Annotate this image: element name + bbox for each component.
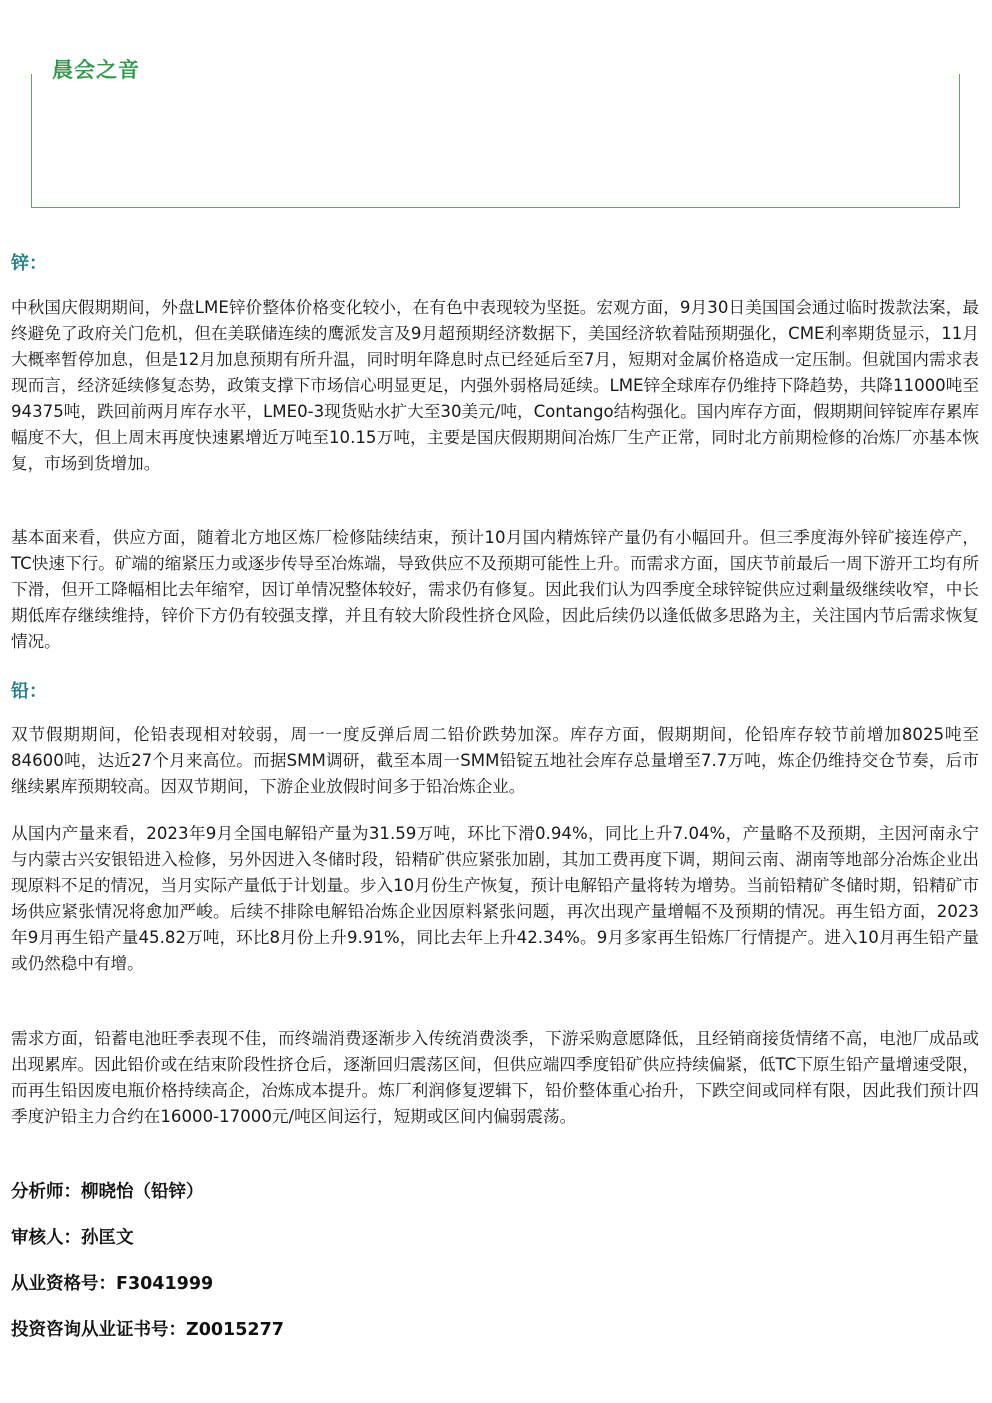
zinc-paragraph-2: 基本面来看，供应方面，随着北方地区炼厂检修陆续结束，预计10月国内精炼锌产量仍有小幅回升。但三季度海外锌矿接连停产，TC快速下行。矿端的缩紧压力或逐步传导至冶炼端，导致供应不及预期可能性上升。而需求方面，国庆节前最后一周下游开工均有所下滑，但开工降幅相比去年缩窄，因订单情况整体较好，需求仍有修复。因此我们认为四季度全球锌锭供应过剩量级继续收窄，中长期低库存继续维持，锌价下方仍有较强支撑，并且有较大阶段性挤仓风险，因此后续仍以逢低做多思路为主，关注国内节后需求恢复情况。 [11,528,979,651]
advisory-line: 投资咨询从业证书号：Z0015277 [11,1320,284,1340]
reviewer-line: 审核人：孙匡文 [11,1228,134,1248]
zinc-heading: 锌： [11,253,47,274]
zinc-paragraph-1: 中秋国庆假期期间，外盘LME锌价整体价格变化较小，在有色中表现较为坚挺。宏观方面，9月30日美国国会通过临时拨款法案，最终避免了政府关门危机，但在美联储连续的鹰派发言及9月超预期经济数据下，美国经济软着陆预期强化，CME利率期货显示，11月大概率暂停加息，但是12月加息预期有所升温，同时明年降息时点已经延后至7月，短期对金属价格造成一定压制。但就国内需求表现而言，经济延续修复态势，政策支撑下市场信心明显更足，内强外弱格局延续。LME锌全球库存仍维持下降趋势，共降11000吨至94375吨，跌回前两月库存水平，LME0-3现货贴水扩大至30美元/吨，Contango结构强化。国内库存方面，假期期间锌锭库存累库幅度不大，但上周末再度快速累增近万吨至10.15万吨，主要是国庆假期期间冶炼厂生产正常，同时北方前期检修的冶炼厂亦基本恢复，市场到货增加。 [11,298,979,473]
qualification-line: 从业资格号：F3041999 [11,1274,214,1294]
header-title: 晨会之音 [52,58,140,82]
lead-heading: 铅： [11,681,47,702]
analyst-line: 分析师：柳晓怡（铅锌） [11,1182,204,1202]
lead-paragraph-2: 从国内产量来看，2023年9月全国电解铅产量为31.59万吨，环比下滑0.94%，同比上升7.04%，产量略不及预期，主因河南永宁与内蒙古兴安银铅进入检修，另外因进入冬储时段，铅精矿供应紧张加剧，其加工费再度下调，期间云南、湖南等地部分冶炼企业出现原料不足的情况，当月实际产量低于计划量。步入10月份生产恢复，预计电解铅产量将转为增势。当前铅精矿冬储时期，铅精矿市场供应紧张情况将愈加严峻。后续不排除电解铅冶炼企业因原料紧张问题，再次出现产量增幅不及预期的情况。再生铅方面，2023年9月再生铅产量45.82万吨，环比8月份上升9.91%，同比去年上升42.34%。9月多家再生铅炼厂行情提产。进入10月再生铅产量或仍然稳中有增。 [11,824,979,973]
header-frame [31,74,960,208]
lead-paragraph-1: 双节假期期间，伦铅表现相对较弱，周一一度反弹后周二铅价跌势加深。库存方面，假期期间，伦铅库存较节前增加8025吨至84600吨，达近27个月来高位。而据SMM调研，截至本周一SMM铅锭五地社会库存总量增至7.7万吨，炼企仍维持交仓节奏，后市继续累库预期较高。因双节期间，下游企业放假时间多于铅冶炼企业。 [11,725,979,796]
lead-paragraph-3: 需求方面，铅蓄电池旺季表现不佳，而终端消费逐渐步入传统消费淡季，下游采购意愿降低，且经销商接货情绪不高，电池厂成品或出现累库。因此铅价或在结束阶段性挤仓后，逐渐回归震荡区间，但供应端四季度铅矿供应持续偏紧，低TC下原生铅产量增速受限，而再生铅因废电瓶价格持续高企，冶炼成本提升。炼厂利润修复逻辑下，铅价整体重心抬升，下跌空间或同样有限，因此我们预计四季度沪铅主力合约在16000-17000元/吨区间运行，短期或区间内偏弱震荡。 [11,1029,979,1126]
